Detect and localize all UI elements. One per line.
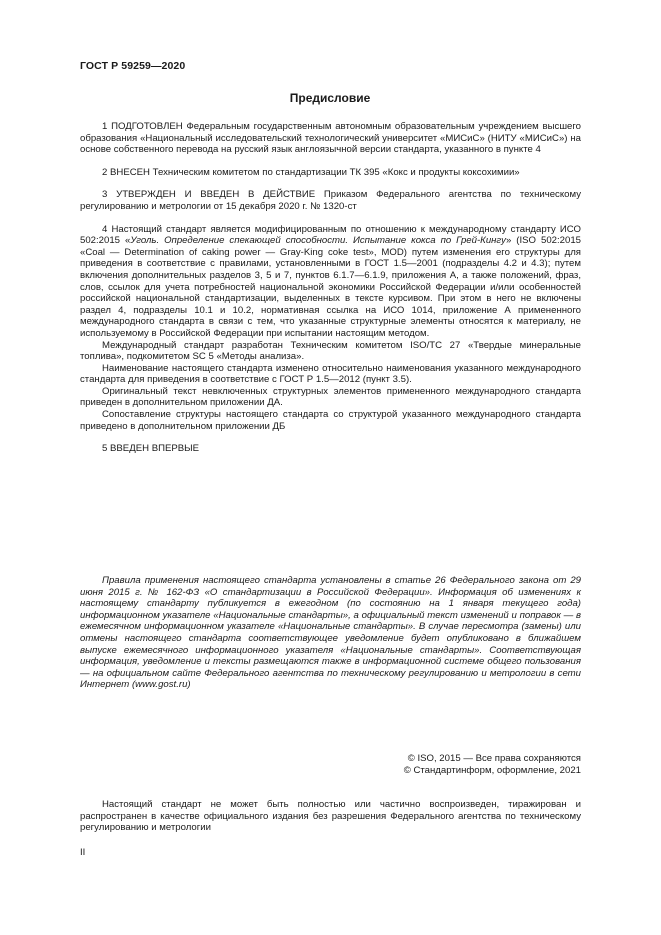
reproduction-notice: Настоящий стандарт не может быть полностью или частично воспроизведен, тиражирован и распространен в качестве официального издания без разрешения Федерального агентства по техническому регулированию и метрологии [80,799,581,834]
standard-id-header: ГОСТ Р 59259—2020 [80,60,186,72]
paragraph-original-text: Оригинальный текст невключенных структурных элементов примененного международного стандарта приведен в дополнительном приложении ДА. [80,385,581,409]
paragraph-modified-italic-title: Уголь. Определение спекающей способности. Испытание кокса по Грей-Кингу [130,235,506,247]
paragraph-modified-standard [80,224,581,340]
paragraph-introduced-first: 5 ВВЕДЕН ВПЕРВЫЕ [102,443,200,455]
paragraph-international-committee: Международный стандарт разработан Техническим комитетом ISO/TC 27 «Твердые минеральные топлива», подкомитетом SC 5 «Методы анализа». [80,339,581,363]
paragraph-name-changed: Наименование настоящего стандарта изменено относительно наименования указанного международного стандарта для приведения в соответствие с ГОСТ Р 1.5—2012 (пункт 3.5). [80,362,581,386]
paragraph-submitted-by: 2 ВНЕСЕН Техническим комитетом по стандартизации ТК 395 «Кокс и продукты коксохимии» [102,166,520,178]
paragraph-prepared-by: 1 ПОДГОТОВЛЕН Федеральным государственным автономным образовательным учреждением высшего образования «Национальный исследовательский технологический университет «МИСиС» (НИТУ «МИСиС») на основе собственного перевода на русский язык англоязычной версии стандарта, указанного в пункте 4 [80,121,581,156]
paragraph-structure-comparison: Сопоставление структуры настоящего стандарта со структурой указанного международного стандарта приведено в дополнительном приложении ДБ [80,409,581,432]
copyright-block [80,753,581,776]
copyright-standartinform: © Стандартинформ, оформление, 2021 [403,764,581,776]
preface-body [80,121,581,455]
paragraph-modified-tail: » (ISO 502:2015 «Coal — Determination of caking power — Gray-King coke test», MOD) путем изменения его структуры для приведения в соответствие с правилами, установленными в ГОСТ 1.5—2001 (подразделы 4.2 и 4.3); путем включения дополнительных разделов 3, 5 и 7, пунктов 6.1.7—6.1.9, приложения А, а также положений, фраз, слов, ссылок для учета потребностей национальной экономики Российской Федерации и/или особенностей российской национальной стандартизации, выделенных в тексте курсивом. При этом в него не включены раздел 4, подразделы 10.1 и 10.2, нормативная ссылка на ИСО 1014, приложение А примененного международного стандарта в связи с тем, что указанные структурные элементы относятся к материалу, не используемому в Российской Федерации при испытании настоящим методом. [80,235,581,339]
paragraph-modified-lead: 4 Настоящий стандарт является модифицированным по отношению к международному стандарту ИСО 502:2015 « [80,223,581,247]
application-rules-notice: Правила применения настоящего стандарта установлены в статье 26 Федерального закона от 29 июня 2015 г. № 162-ФЗ «О стандартизации в Российской Федерации». Информация об изменениях к настоящему стандарту публикуется в ежегодном (по состоянию на 1 января текущего года) информационном указателе «Национальные стандарты», а официальный текст изменений и поправок — в ежемесячном информационном указателе «Национальные стандарты». В случае пересмотра (замены) или отмены настоящего стандарта соответствующее уведомление будет опубликовано в ближайшем выпуске ежемесячного информационного указателя «Национальные стандарты». Соответствующая информация, уведомление и тексты размещаются также в информационной системе общего пользования — на официальном сайте Федерального агентства по техническому регулированию и метрологии в сети Интернет (www.gost.ru) [80,575,581,691]
paragraph-approved: 3 УТВЕРЖДЕН И ВВЕДЕН В ДЕЙСТВИЕ Приказом Федерального агентства по техническому регулированию и метрологии от 15 декабря 2020 г. № 1320-ст [80,189,581,212]
page-number: II [80,847,86,858]
preface-title: Предисловие [289,91,371,105]
copyright-iso: © ISO, 2015 — Все права сохраняются [407,753,581,764]
